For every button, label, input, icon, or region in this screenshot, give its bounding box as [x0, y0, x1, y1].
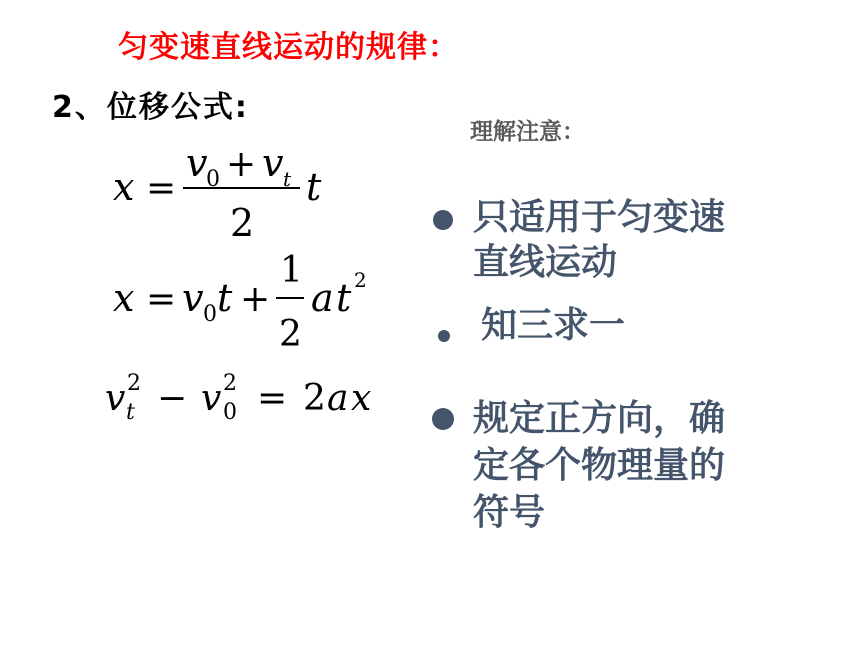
svg-text:=: = — [146, 279, 177, 320]
svg-text:v: v — [201, 378, 222, 419]
slide-title: 匀变速直线运动的规律： — [118, 30, 459, 65]
svg-text:x: x — [113, 276, 135, 320]
formula-displacement-time — [113, 250, 367, 355]
svg-text:2: 2 — [127, 371, 141, 396]
svg-text:t: t — [336, 276, 352, 320]
bullet-1-text — [473, 195, 725, 285]
svg-text:v: v — [105, 378, 126, 419]
svg-text:a: a — [311, 276, 334, 320]
bullet-1-line-2: 直线运动 — [473, 242, 618, 283]
svg-text:v: v — [182, 276, 204, 320]
svg-text:t: t — [126, 400, 135, 425]
svg-text:2: 2 — [230, 201, 255, 245]
section-heading: 2、位移公式: — [52, 90, 249, 125]
svg-text:0: 0 — [206, 167, 220, 192]
svg-text:−: − — [157, 378, 188, 419]
svg-text:2: 2 — [279, 314, 302, 355]
svg-text:=: = — [257, 378, 288, 419]
bullet-3-line-1: 规定正方向，确 — [473, 398, 726, 439]
notes-heading: 理解注意： — [470, 119, 585, 145]
svg-text:t: t — [217, 276, 233, 320]
bullet-dot — [433, 210, 453, 230]
bullet-3-line-3: 符号 — [473, 492, 546, 533]
bullet-3-text — [473, 395, 725, 536]
svg-text:x: x — [113, 165, 135, 209]
svg-text:v: v — [262, 141, 284, 185]
svg-text:t: t — [283, 167, 292, 191]
svg-text:a: a — [327, 378, 349, 419]
svg-text:+: + — [240, 279, 271, 320]
svg-text:1: 1 — [280, 250, 303, 291]
bullet-dot — [438, 330, 450, 342]
bullet-2-line-1: 知三求一 — [481, 305, 626, 346]
svg-text:2: 2 — [354, 268, 367, 292]
svg-text:=: = — [146, 168, 177, 209]
formula-velocity-displacement — [105, 371, 371, 425]
svg-text:0: 0 — [203, 302, 217, 327]
svg-text:+: + — [226, 144, 257, 185]
svg-text:t: t — [306, 165, 322, 209]
formula-average-velocity — [113, 141, 322, 245]
svg-text:x: x — [351, 378, 372, 419]
bullet-2-text — [481, 303, 625, 348]
svg-text:2: 2 — [303, 378, 326, 419]
svg-text:v: v — [186, 141, 208, 185]
bullet-dot — [432, 408, 454, 430]
bullet-3-line-2: 定各个物理量的 — [473, 445, 726, 486]
svg-text:0: 0 — [223, 400, 237, 425]
bullet-1-line-1: 只适用于匀变速 — [473, 197, 726, 238]
svg-text:2: 2 — [223, 371, 237, 396]
